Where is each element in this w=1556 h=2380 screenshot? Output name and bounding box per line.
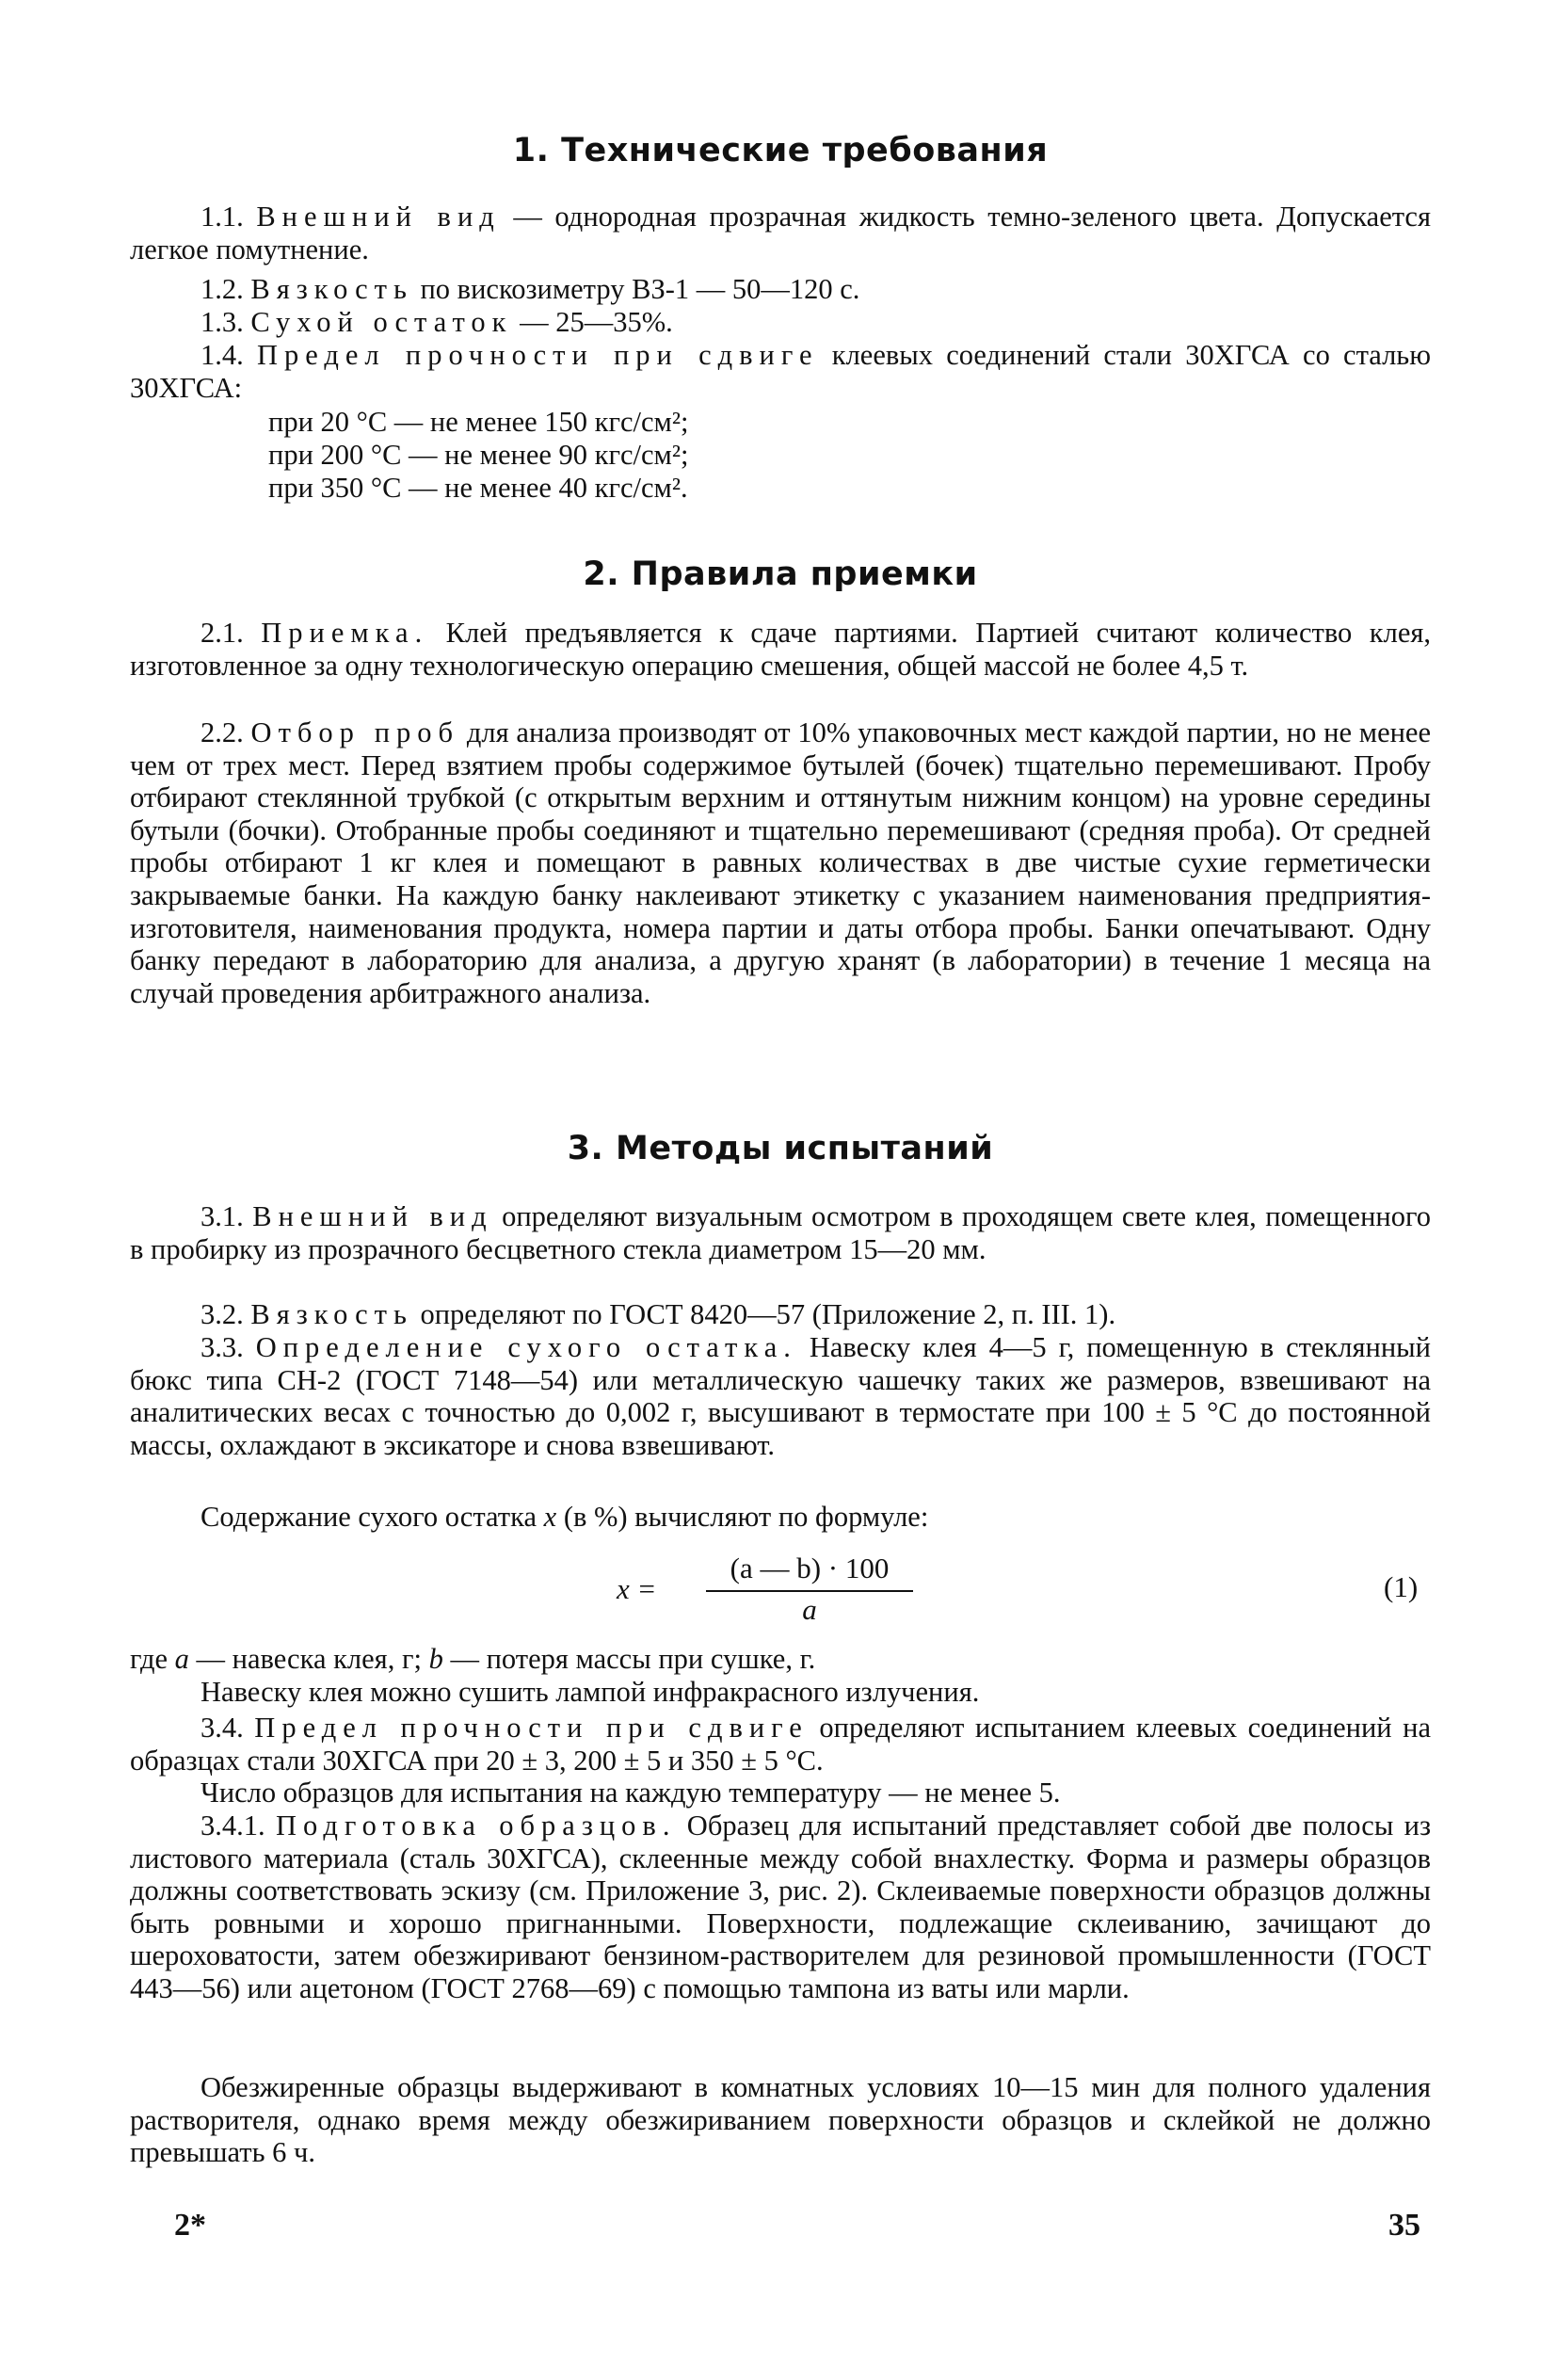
paragraph-degreasing: Обезжиренные образцы выдерживают в комнатных условиях 10—15 мин для полного удаления растворителя, однако время между обезжириванием поверхности образцов и склейкой не должно превышать 6 ч. xyxy=(130,2071,1431,2169)
paragraph-1-4 xyxy=(130,339,1431,404)
formula-intro-text: Содержание сухого остатка xyxy=(201,1501,544,1533)
fraction-bar xyxy=(706,1590,913,1592)
paragraph-drying-note: Навеску клея можно сушить лампой инфракрасного излучения. xyxy=(201,1676,980,1708)
clause-text: определяют визуальным осмотром в проходящем свете клея, помещенного в пробирку из прозрачного бесцветного стекла диаметром 15—20 мм. xyxy=(130,1200,1431,1265)
legend-variable: b xyxy=(428,1643,443,1675)
legend-text: где xyxy=(130,1643,175,1675)
clause-text: Клей предъявляется к сдаче партиями. Партией считают количество клея, изготовленное за одну технологическую операцию смешения, общей массой не более 4,5 т. xyxy=(130,617,1432,682)
legend-text: — потеря массы при сушке, г. xyxy=(442,1643,816,1675)
formula-legend xyxy=(130,1643,1431,1676)
formula-intro xyxy=(130,1501,1431,1534)
clause-number: 2.2. xyxy=(201,716,244,748)
clause-text: определяют испытанием клеевых соединений на образцах стали 30ХГСА при 20 ± 3, 200 ± 5 и 350 ± 5 °С. xyxy=(130,1712,1431,1777)
clause-term: Приемка. xyxy=(261,617,429,649)
paragraph-3-2 xyxy=(130,1298,1431,1331)
legend-text: — навеска клея, г; xyxy=(188,1643,429,1675)
paragraph-1-3 xyxy=(130,306,1431,339)
clause-text: для анализа производят от 10% упаковочных мест каждой партии, но не менее чем от трех мест. Перед взятием пробы содержимое бутылей (бочек) тщательно перемешивают. Пробу отбирают стеклянной трубкой (с открытым верхним и оттянутым нижним концом) на уровне середины бутыли (бочки). Отобранные пробы соединяют и тщательно перемешивают (средняя проба). От средней пробы отбирают 1 кг клея и помещают в равных количествах в две чистые сухие герметически закрываемые банки. На каждую банку наклеивают этикетку с указанием наименования предприятия-изготовителя, наименования продукта, номера партии и даты отбора пробы. Банки опечатывают. Одну банку передают в лабораторию для анализа, а другую хранят (в лаборатории) в течение 1 месяца на случай проведения арбитражного анализа. xyxy=(130,716,1432,1009)
formula-numerator: (a — b) · 100 xyxy=(730,1552,890,1584)
formula-intro-text: (в %) вычисляют по формуле: xyxy=(556,1501,929,1533)
clause-term: Внешний вид xyxy=(252,1200,493,1232)
strength-list-item: при 20 °С — не менее 150 кгс/см²; xyxy=(268,406,689,438)
clause-term: Определение сухого остатка. xyxy=(255,1331,797,1363)
clause-number: 3.4. xyxy=(201,1712,244,1744)
clause-term: Предел прочности при сдвиге xyxy=(254,1712,809,1744)
clause-number: 3.4.1. xyxy=(201,1809,265,1841)
strength-list-item: при 200 °С — не менее 90 кгс/см²; xyxy=(268,439,689,471)
clause-text: по вискозиметру ВЗ-1 — 50—120 с. xyxy=(412,273,860,305)
sheet-signature: 2* xyxy=(174,2208,206,2243)
clause-term: Внешний вид xyxy=(256,201,501,233)
clause-number: 3.1. xyxy=(201,1200,244,1232)
legend-variable: a xyxy=(174,1643,189,1675)
formula-denominator: a xyxy=(802,1593,817,1626)
section-3-heading: 3. Методы испытаний xyxy=(567,1130,994,1167)
paragraph-2-2 xyxy=(130,716,1431,1009)
paragraph-1-2 xyxy=(130,273,1431,306)
section-1-heading: 1. Технические требования xyxy=(512,132,1049,169)
clause-text: Навеску клея 4—5 г, помещенную в стеклянный бюкс типа СН-2 (ГОСТ 7148—54) или металлическую чашечку таких же размеров, взвешивают на аналитических весах с точностью до 0,002 г, высушивают в термостате при 100 ± 5 °С до постоянной массы, охлаждают в эксикаторе и снова взвешивают. xyxy=(130,1331,1431,1461)
clause-text: определяют по ГОСТ 8420—57 (Приложение 2, п. III. 1). xyxy=(412,1298,1116,1330)
page-number: 35 xyxy=(1388,2208,1420,2243)
clause-text: клеевых соединений стали 30ХГСА со сталью 30ХГСА: xyxy=(130,339,1431,404)
clause-number: 3.3. xyxy=(201,1331,244,1363)
clause-number: 3.2. xyxy=(201,1298,244,1330)
clause-number: 1.1. xyxy=(201,201,244,233)
paragraph-2-1 xyxy=(130,617,1431,682)
dry-residue-formula xyxy=(617,1552,918,1627)
clause-term: Вязкость xyxy=(250,273,413,305)
clause-term: Предел прочности при сдвиге xyxy=(256,339,819,371)
clause-text: — однородная прозрачная жидкость темно-зеленого цвета. Допускается легкое помутнение. xyxy=(130,201,1432,265)
clause-number: 1.3. xyxy=(201,306,244,338)
clause-term: Вязкость xyxy=(250,1298,413,1330)
paragraph-3-1 xyxy=(130,1200,1431,1265)
formula-variable: x xyxy=(543,1501,557,1533)
clause-text: Образец для испытаний представляет собой две полосы из листового материала (сталь 30ХГСА), склеенные между собой внахлестку. Форма и размеры образцов должны соответствовать эскизу (см. Приложение 3, рис. 2). Склеиваемые поверхности образцов должны быть ровными и хорошо пригнанными. Поверхности, подлежащие склеиванию, зачищают до шероховатости, затем обезжиривают бензином-растворителем для резиновой промышленности (ГОСТ 443—56) или ацетоном (ГОСТ 2768—69) с помощью тампона из ваты или марли. xyxy=(130,1809,1432,2004)
clause-text: — 25—35%. xyxy=(512,306,673,338)
section-2-heading: 2. Правила приемки xyxy=(583,555,978,593)
paragraph-3-4-1 xyxy=(130,1809,1431,2005)
clause-term: Отбор проб xyxy=(250,716,460,748)
clause-number: 1.2. xyxy=(201,273,244,305)
clause-number: 1.4. xyxy=(201,339,244,371)
clause-term: Подготовка образцов. xyxy=(275,1809,677,1841)
clause-term: Сухой остаток xyxy=(250,306,513,338)
strength-list-item: при 350 °С — не менее 40 кгс/см². xyxy=(268,472,688,504)
formula-lhs: x = xyxy=(617,1572,657,1605)
paragraph-sample-count: Число образцов для испытания на каждую температуру — не менее 5. xyxy=(201,1777,1061,1809)
formula-number: (1) xyxy=(1384,1570,1419,1603)
clause-number: 2.1. xyxy=(201,617,244,649)
paragraph-3-4 xyxy=(130,1712,1431,1777)
paragraph-3-3 xyxy=(130,1331,1431,1461)
paragraph-1-1 xyxy=(130,201,1431,265)
